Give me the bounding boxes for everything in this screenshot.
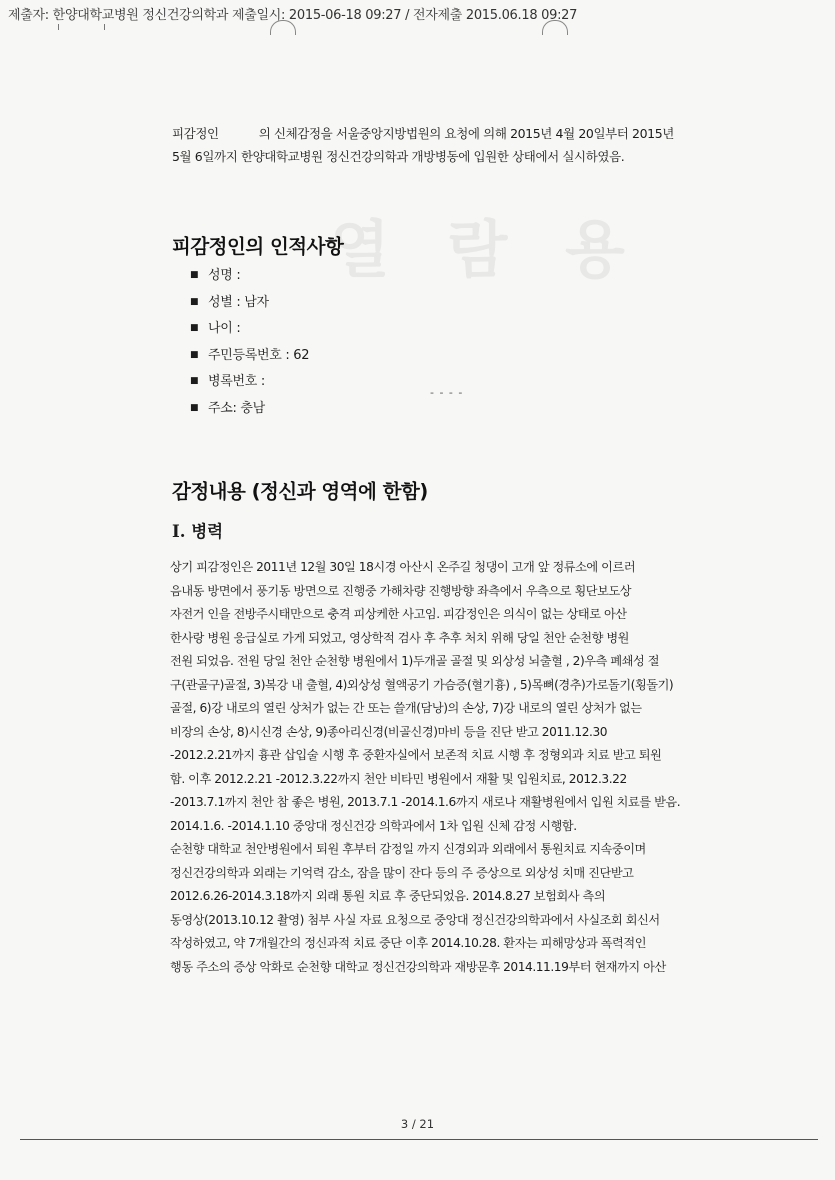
list-item: ■ 나이 : (190, 315, 309, 342)
list-item: ■ 성명 : (190, 262, 309, 289)
scan-mark (58, 24, 59, 30)
intro-paragraph (172, 122, 712, 168)
intro-line1-a: 피감정인 (172, 126, 219, 141)
text-line: 함. 이후 2012.2.21 -2012.3.22까지 천안 비타민 병원에서 재활 및 입원치료, 2012.3.22 (170, 771, 627, 786)
fax-header: 제출자: 한양대학교병원 정신건강의학과 제출일시: 2015-06-18 09:27 / 전자제출 2015.06.18 09:27 (8, 8, 578, 23)
text-line: 자전거 인을 전방주시태만으로 충격 피상케한 사고임. 피감정인은 의식이 없는 상태로 아산 (170, 607, 627, 621)
text-line: 작성하였고, 약 7개월간의 정신과적 치료 중단 이후 2014.10.28. 환자는 피해망상과 폭력적인 (170, 936, 647, 950)
bullet-icon: ■ (190, 296, 199, 307)
text-line: 정신건강의학과 외래는 기억력 감소, 잠을 많이 잔다 등의 주 증상으로 외상성 치매 진단받고 (170, 865, 634, 880)
text-line: 상기 피감정인은 2011년 12월 30일 18시경 아산시 온주길 청댕이 고개 앞 정류소에 이르러 (170, 560, 636, 574)
section-title-personal-info: 피감정인의 인적사항 (172, 235, 344, 258)
text-line: 2012.6.26-2014.3.18까지 외래 통원 치료 후 중단되었음. 2014.8.27 보험회사 측의 (170, 889, 606, 903)
list-item: ■ 병록번호 : (190, 368, 309, 395)
text-line: 행동 주소의 증상 악화로 순천향 대학교 정신건강의학과 재방문후 2014.11.19부터 현재까지 아산 (170, 959, 666, 974)
text-line: 구(관골구)골절, 3)복강 내 출혈, 4)외상성 혈액공기 가슴증(혈기흉) , 5)목뼈(경추)가로돌기(횡돌기) (170, 677, 674, 692)
text-line: -2013.7.1까지 천안 참 좋은 병원, 2013.7.1 -2014.1.6까지 새로나 재활병원에서 입원 치료를 받음. (170, 795, 681, 809)
page-number: 3 / 21 (400, 1117, 435, 1131)
bullet-icon: ■ (190, 323, 199, 333)
text-line: 음내동 방면에서 풍기동 방면으로 진행중 가해차량 진행방향 좌측에서 우측으로 횡단보도상 (170, 583, 632, 598)
history-paragraph (170, 556, 710, 979)
redaction-dash: - - - - (430, 386, 464, 399)
text-line: -2012.2.21까지 흉관 삽입술 시행 후 중환자실에서 보존적 치료 시행 후 정형외과 치료 받고 퇴원 (170, 748, 662, 762)
bullet-icon: ■ (190, 402, 199, 413)
bullet-icon: ■ (190, 349, 199, 360)
text-line: 비장의 손상, 8)시신경 손상, 9)종아리신경(비골신경)마비 등을 진단 받고 2011.12.30 (170, 724, 608, 739)
text-line: 순천향 대학교 천안병원에서 퇴원 후부터 감정일 까지 신경외과 외래에서 통원치료 지속중이며 (170, 842, 646, 856)
list-item: ■ 주소: 충남 (190, 395, 309, 422)
bullet-icon: ■ (190, 270, 199, 280)
list-item: ■ 주민등록번호 : 62 (190, 342, 309, 369)
punch-hole-right (542, 20, 568, 35)
scan-mark (104, 24, 105, 30)
text-line: 골절, 6)강 내로의 열린 상처가 없는 간 또는 쓸개(담낭)의 손상, 7)강 내로의 열린 상처가 없는 (170, 701, 642, 715)
list-item: ■ 성별 : 남자 (190, 289, 309, 316)
text-line: 2014.1.6. -2014.1.10 중앙대 정신건강 의학과에서 1차 입원 신체 감정 시행함. (170, 818, 577, 833)
footer-rule (20, 1139, 818, 1140)
punch-hole-left (270, 20, 296, 35)
personal-info-list (190, 262, 309, 421)
text-line: 동영상(2013.10.12 촬영) 첨부 사실 자료 요청으로 중앙대 정신건강의학과에서 사실조회 회신서 (170, 912, 660, 927)
intro-line2: 5월 6일까지 한양대학교병원 정신건강의학과 개방병동에 입원한 상태에서 실시하였음. (172, 149, 625, 164)
section-title-assessment: 감정내용 (정신과 영역에 한함) (172, 480, 428, 503)
watermark: 열 람 용 (330, 213, 643, 286)
subsection-title-history: I. 병력 (172, 522, 224, 541)
intro-line1-b: 의 신체감정을 서울중앙지방법원의 요청에 의해 2015년 4월 20일부터 2015년 (258, 126, 674, 141)
text-line: 한사랑 병원 응급실로 가게 되었고, 영상학적 검사 후 추후 처치 위해 당일 천안 순천향 병원 (170, 630, 629, 645)
bullet-icon: ■ (190, 376, 199, 386)
text-line: 전원 되었음. 전원 당일 천안 순천향 병원에서 1)두개골 골절 및 외상성 뇌출혈 , 2)우측 폐쇄성 절 (170, 654, 660, 668)
